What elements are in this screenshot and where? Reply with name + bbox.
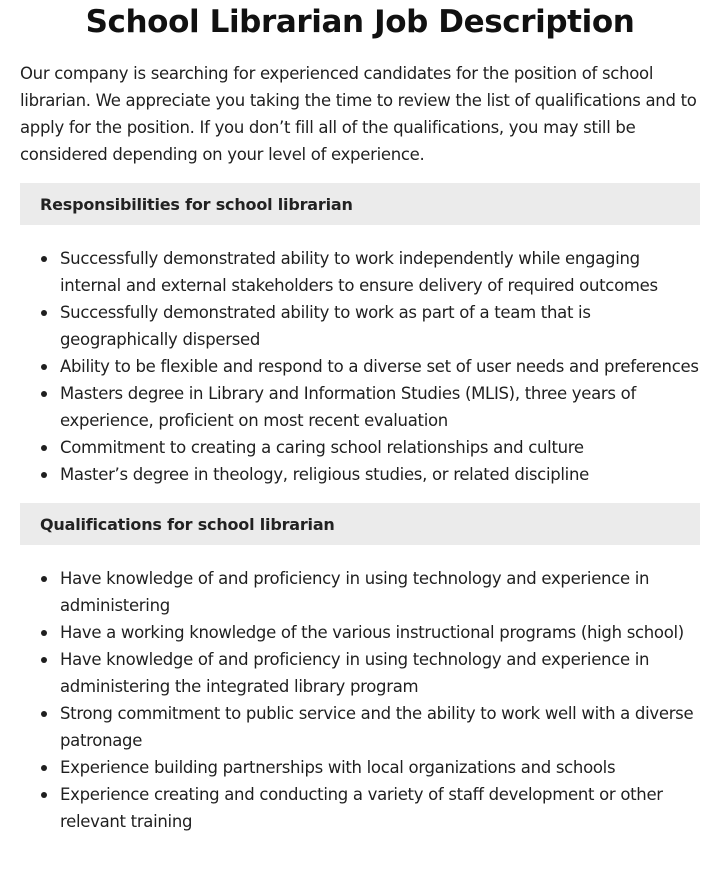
list-item <box>20 565 700 619</box>
bullet-icon <box>41 711 47 717</box>
list-item <box>20 245 700 299</box>
bullet-icon <box>41 792 47 798</box>
bullet-icon <box>41 630 47 636</box>
list-item <box>20 646 700 700</box>
list-item-text: Masters degree in Library and Information Studies (MLIS), three years of experience, proficient on most recent evaluation <box>60 384 636 430</box>
list-item-text: Commitment to creating a caring school relationships and culture <box>60 438 584 457</box>
list-item <box>20 781 700 835</box>
list-item <box>20 700 700 754</box>
list-item-text: Experience building partnerships with local organizations and schools <box>60 758 616 777</box>
list-item-text: Ability to be flexible and respond to a diverse set of user needs and preferences <box>60 357 699 376</box>
list-item <box>20 434 700 461</box>
responsibilities-list <box>20 245 700 488</box>
bullet-icon <box>41 256 47 262</box>
list-item-text: Have knowledge of and proficiency in using technology and experience in administering <box>60 569 650 615</box>
list-item-text: Successfully demonstrated ability to work as part of a team that is geographically dispersed <box>60 303 591 349</box>
bullet-icon <box>41 657 47 663</box>
bullet-icon <box>41 472 47 478</box>
list-item-text: Strong commitment to public service and the ability to work well with a diverse patronage <box>60 704 694 750</box>
bullet-icon <box>41 391 47 397</box>
bullet-icon <box>41 445 47 451</box>
bullet-icon <box>41 310 47 316</box>
list-item <box>20 619 700 646</box>
list-item-text: Successfully demonstrated ability to work independently while engaging internal and external stakeholders to ensure delivery of required outcomes <box>60 249 658 295</box>
responsibilities-heading: Responsibilities for school librarian <box>20 183 700 225</box>
list-item-text: Have a working knowledge of the various instructional programs (high school) <box>60 623 684 642</box>
list-item-text: Have knowledge of and proficiency in using technology and experience in administering the integrated library program <box>60 650 650 696</box>
list-item <box>20 380 700 434</box>
bullet-icon <box>41 576 47 582</box>
list-item-text: Master’s degree in theology, religious studies, or related discipline <box>60 465 589 484</box>
list-item <box>20 754 700 781</box>
list-item <box>20 299 700 353</box>
bullet-icon <box>41 364 47 370</box>
qualifications-list <box>20 565 700 835</box>
list-item-text: Experience creating and conducting a variety of staff development or other relevant training <box>60 785 663 831</box>
qualifications-heading: Qualifications for school librarian <box>20 503 700 545</box>
intro-paragraph: Our company is searching for experienced candidates for the position of school librarian. We appreciate you taking the time to review the list of qualifications and to apply for the position. If you don’t fill all of the qualifications, you may still be considered depending on your level of experience. <box>20 64 697 164</box>
bullet-icon <box>41 765 47 771</box>
list-item <box>20 461 700 488</box>
list-item <box>20 353 700 380</box>
page-title: School Librarian Job Description <box>85 4 635 40</box>
